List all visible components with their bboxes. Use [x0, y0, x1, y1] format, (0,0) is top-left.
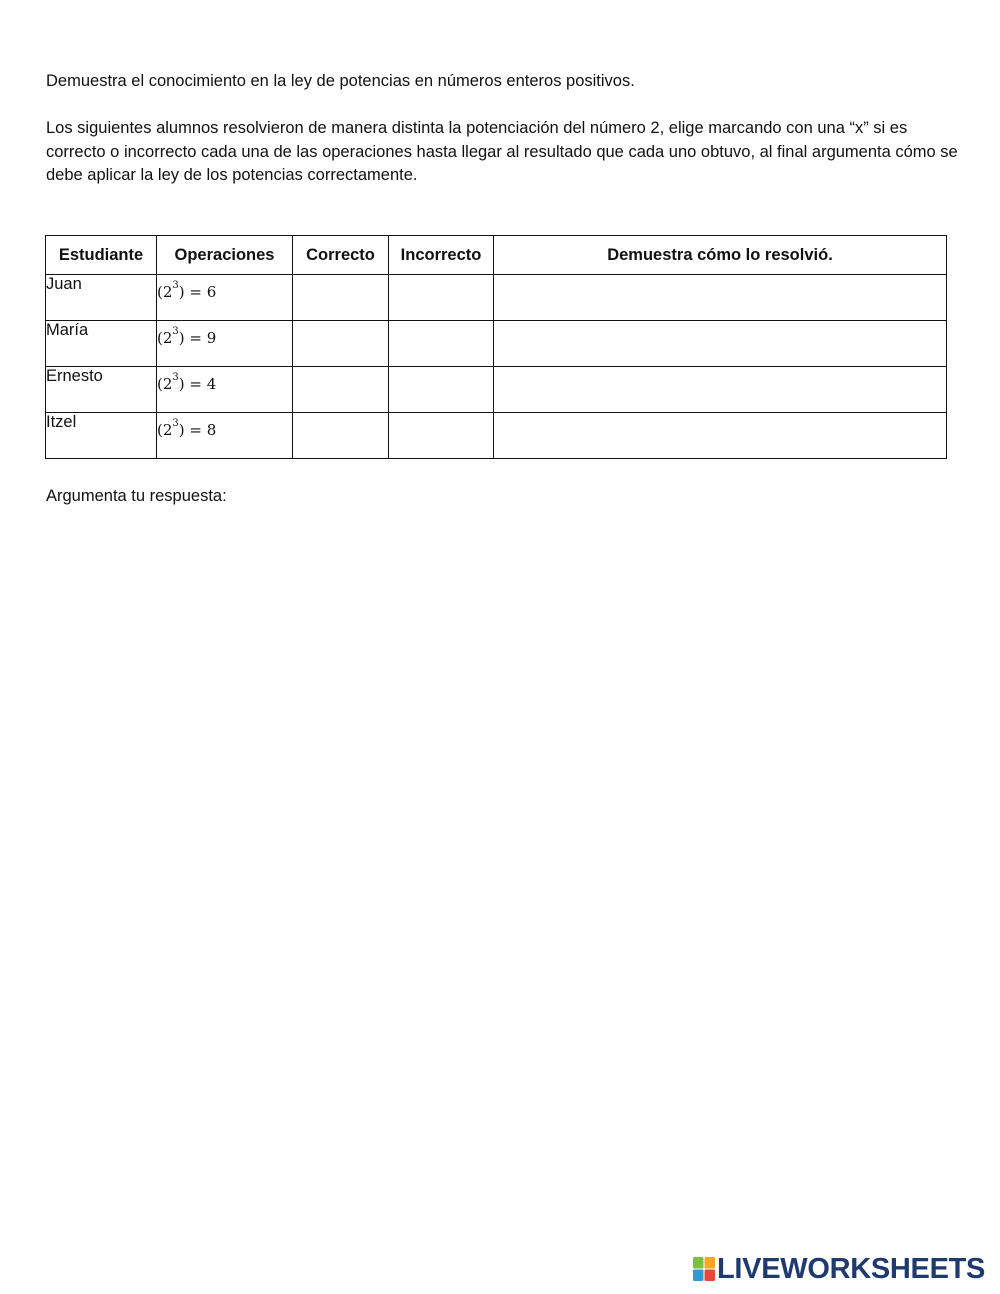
exponent: 3: [172, 326, 179, 337]
header-incorrecto: Incorrecto: [389, 236, 494, 275]
worksheet-table: [45, 235, 947, 459]
operation: $(2^3) = 9$: [157, 321, 293, 367]
correct-cell[interactable]: [293, 367, 389, 413]
instructions-text: Los siguientes alumnos resolvieron de manera distinta la potenciación del número 2, elige marcando con una “x” si es correcto o incorrecto cada una de las operaciones hasta llegar al resultado que cada uno obtuvo, al final argumenta cómo se debe aplicar la ley de los potencias correctamente.: [46, 119, 958, 184]
correct-cell[interactable]: [293, 413, 389, 459]
operation: $(2^3) = 8$: [157, 413, 293, 459]
incorrect-cell[interactable]: [389, 367, 494, 413]
incorrect-cell[interactable]: [389, 321, 494, 367]
logo-square-l: [693, 1257, 704, 1269]
operation: $(2^3) = 6$: [157, 275, 293, 321]
correct-cell[interactable]: [293, 275, 389, 321]
explanation-cell[interactable]: [494, 413, 947, 459]
explanation-cell[interactable]: [494, 367, 947, 413]
logo-square-e: [705, 1270, 716, 1282]
base: 2: [162, 329, 173, 347]
liveworksheets-logo-icon: [693, 1257, 715, 1281]
table-header-row: [46, 236, 947, 275]
incorrect-cell[interactable]: [389, 413, 494, 459]
result: 4: [206, 375, 217, 393]
result: 8: [206, 421, 217, 439]
intro-text: Demuestra el conocimiento en la ley de potencias en números enteros positivos.: [46, 72, 635, 90]
base: 2: [162, 283, 173, 301]
operation: $(2^3) = 4$: [157, 367, 293, 413]
header-demuestra: Demuestra cómo lo resolvió.: [494, 236, 947, 275]
result: 6: [206, 283, 217, 301]
exponent: 3: [172, 280, 179, 291]
liveworksheets-logo: [693, 1254, 985, 1284]
table-row: [46, 321, 947, 367]
table-row: [46, 413, 947, 459]
table-row: [46, 275, 947, 321]
header-estudiante: Estudiante: [46, 236, 157, 275]
explanation-cell[interactable]: [494, 321, 947, 367]
header-operaciones: Operaciones: [157, 236, 293, 275]
argument-label: Argumenta tu respuesta:: [46, 487, 227, 505]
student-name: María: [46, 321, 157, 367]
logo-square-i: [705, 1257, 716, 1269]
table-row: [46, 367, 947, 413]
header-correcto: Correcto: [293, 236, 389, 275]
student-name: Ernesto: [46, 367, 157, 413]
student-name: Itzel: [46, 413, 157, 459]
exponent: 3: [172, 418, 179, 429]
explanation-cell[interactable]: [494, 275, 947, 321]
logo-text: LIVEWORKSHEETS: [717, 1253, 986, 1285]
correct-cell[interactable]: [293, 321, 389, 367]
exponent: 3: [172, 372, 179, 383]
student-name: Juan: [46, 275, 157, 321]
base: 2: [162, 375, 173, 393]
base: 2: [162, 421, 173, 439]
incorrect-cell[interactable]: [389, 275, 494, 321]
result: 9: [206, 329, 217, 347]
logo-square-v: [693, 1270, 704, 1282]
